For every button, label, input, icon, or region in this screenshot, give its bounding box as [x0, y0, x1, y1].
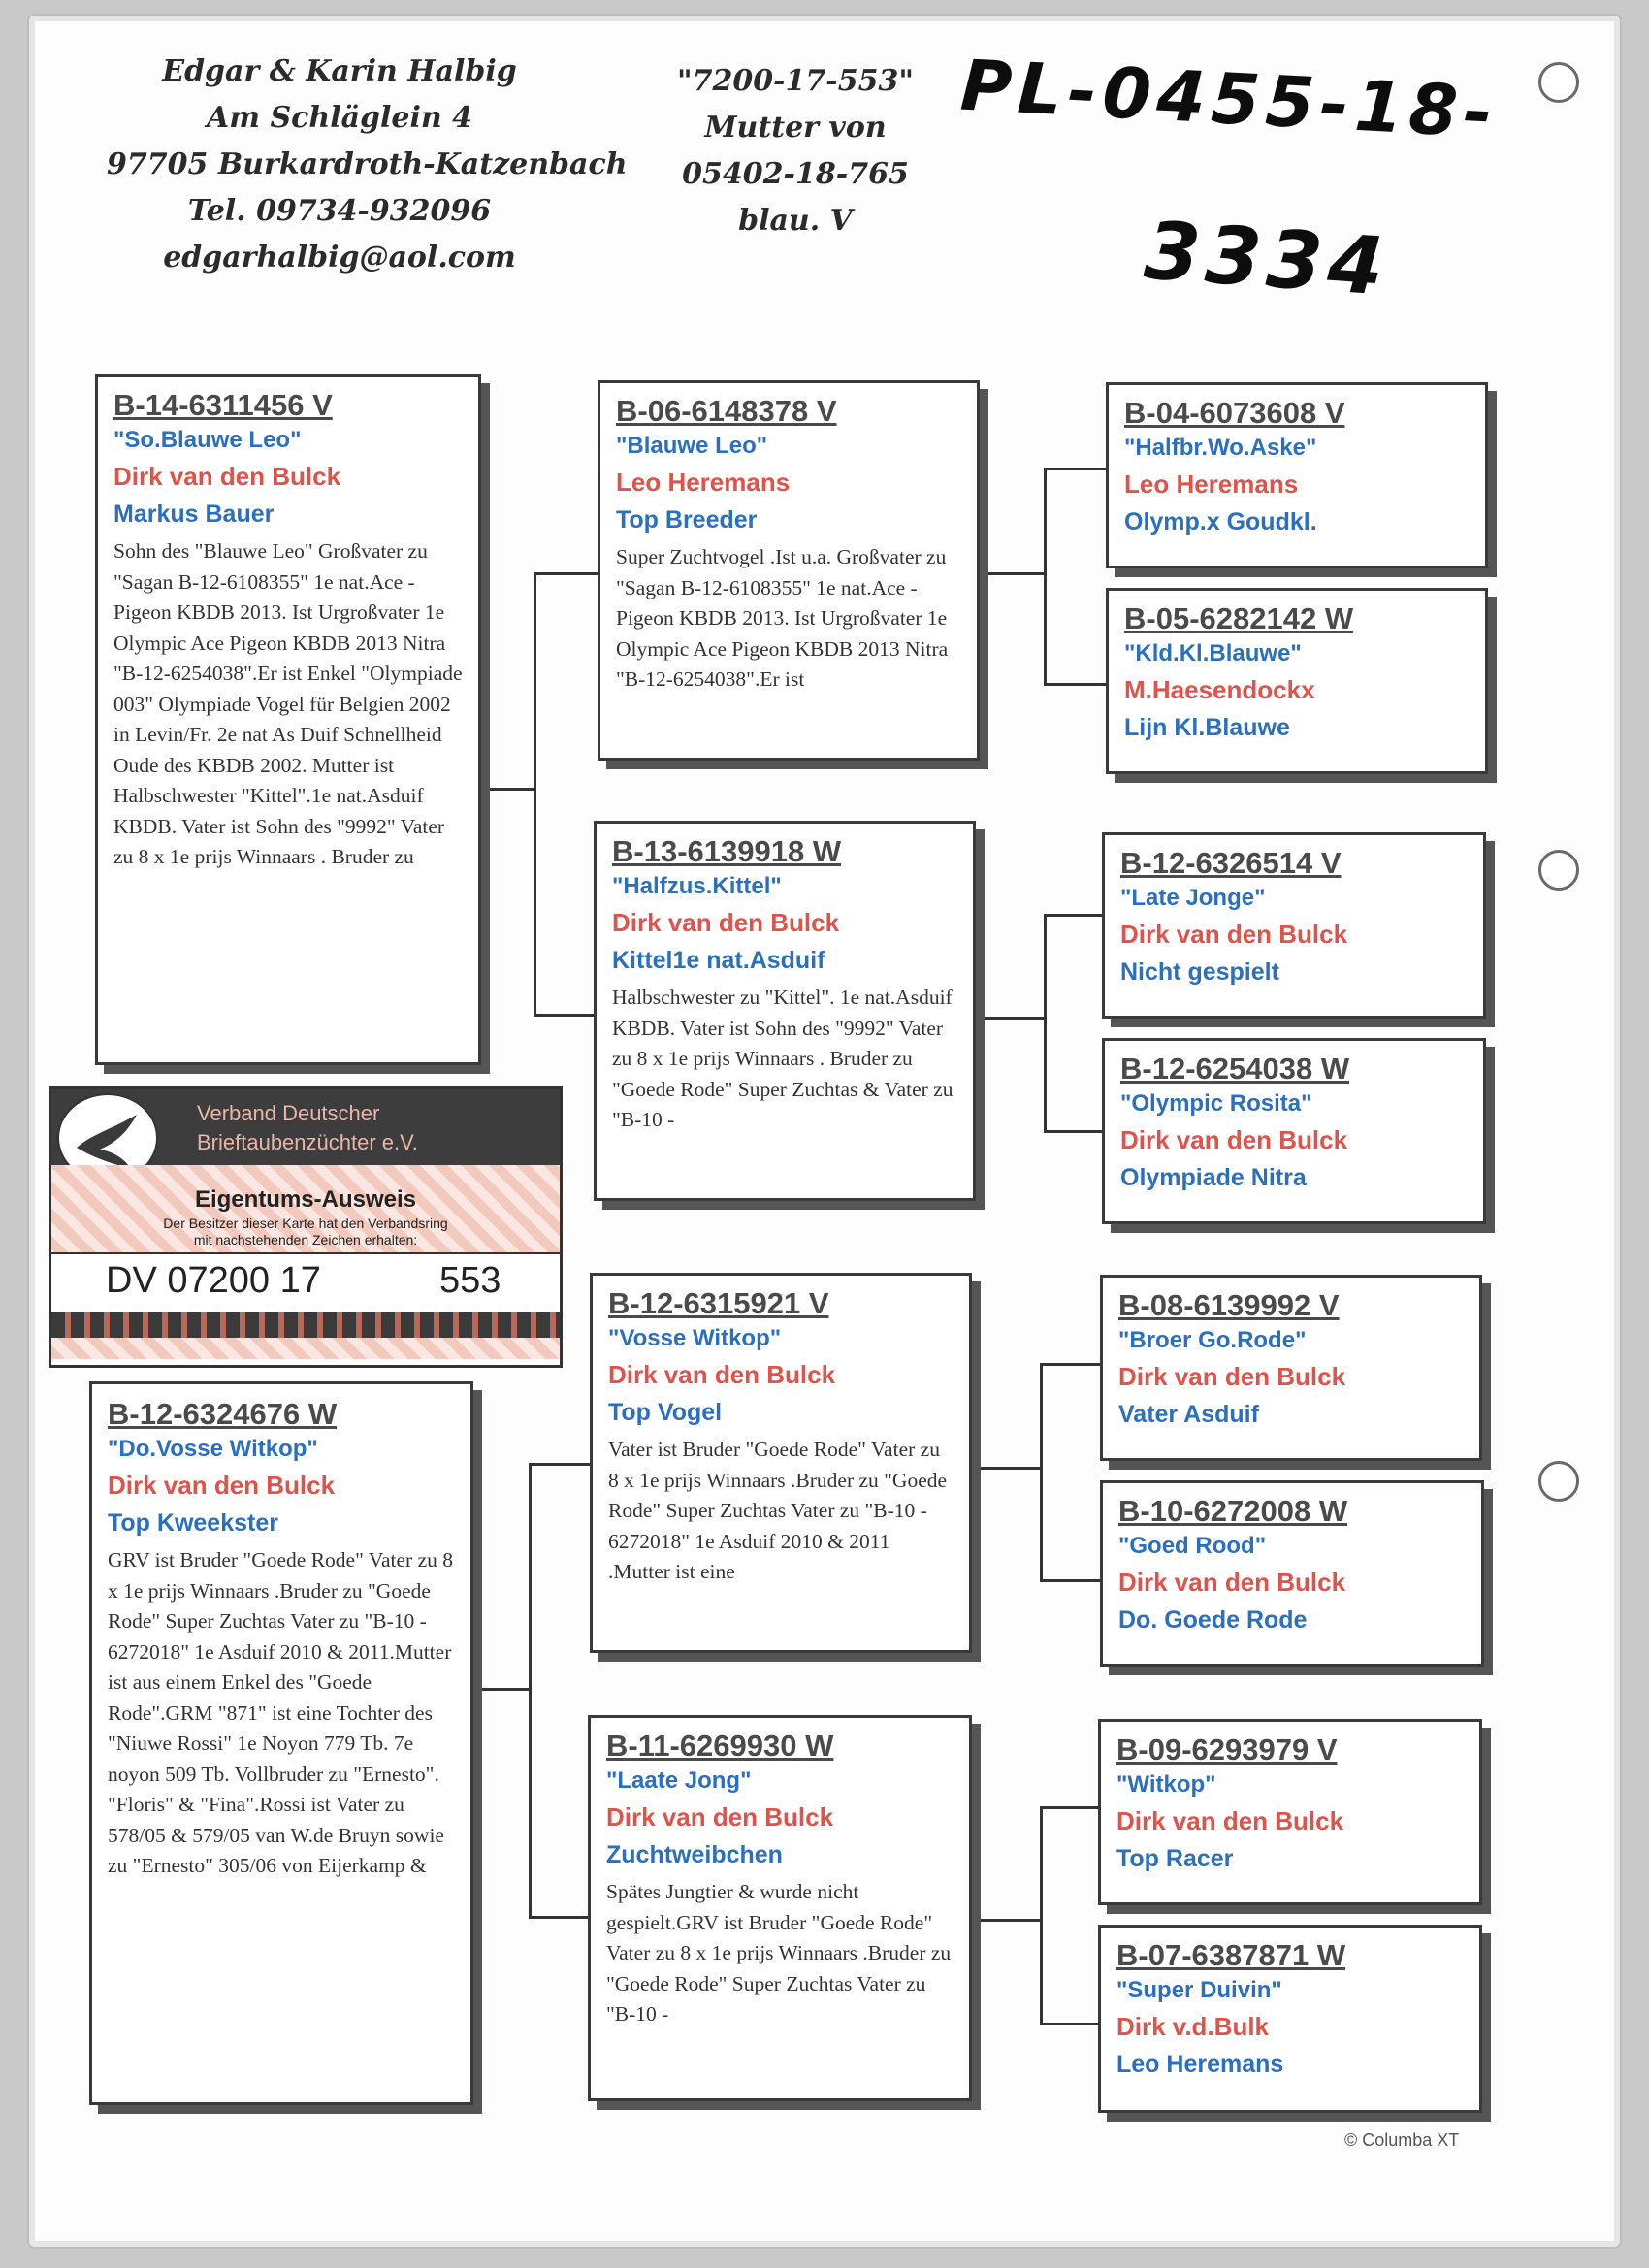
ring-number: B-11-6269930 W	[606, 1729, 834, 1763]
connector	[1040, 1363, 1100, 1366]
connector	[1040, 1363, 1043, 1581]
pigeon-note: Olympiade Nitra	[1120, 1164, 1307, 1191]
pigeon-note: Kittel1e nat.Asduif	[612, 947, 825, 974]
pedigree-card-ggp-8	[1098, 1925, 1482, 2113]
pigeon-name: "Super Duivin"	[1116, 1977, 1282, 2003]
pigeon-name: "Do.Vosse Witkop"	[108, 1436, 318, 1462]
pigeon-note: Vater Asduif	[1118, 1401, 1259, 1428]
owner-name: Edgar & Karin Halbig	[162, 54, 517, 88]
connector	[1044, 468, 1047, 685]
ring-number: B-05-6282142 W	[1124, 601, 1354, 635]
connector	[529, 1463, 591, 1466]
punch-hole-2	[1538, 850, 1579, 891]
pedigree-card-sire	[95, 374, 481, 1065]
connector	[1044, 683, 1106, 686]
pigeon-note: Nicht gespielt	[1120, 958, 1279, 986]
connector	[534, 572, 536, 1014]
connector	[481, 788, 535, 791]
breeder-name: Dirk van den Bulck	[108, 1471, 336, 1500]
pigeon-note: Top Racer	[1116, 1845, 1234, 1872]
pigeon-name: "Olympic Rosita"	[1120, 1090, 1312, 1117]
breeder-name: M.Haesendockx	[1124, 675, 1315, 704]
ring-number-suffix: 553	[439, 1260, 501, 1301]
pigeon-name: "Laate Jong"	[606, 1767, 752, 1794]
owner-email: edgarhalbig@aol.com	[163, 241, 516, 275]
ring-number: B-12-6324676 W	[108, 1397, 338, 1431]
pedigree-card-grandsire-paternal	[598, 380, 980, 761]
breeder-name: Dirk van den Bulck	[1120, 920, 1348, 949]
pedigree-card-ggp-5	[1100, 1275, 1482, 1461]
ownership-card	[48, 1086, 563, 1368]
ring-number: B-14-6311456 V	[113, 388, 333, 422]
pigeon-note: Top Kweekster	[108, 1509, 278, 1537]
connector	[1044, 914, 1102, 917]
subject-color: blau. V	[738, 204, 853, 238]
connector	[1040, 1806, 1043, 2025]
pedigree-card-dam	[89, 1381, 473, 2105]
connector	[534, 1014, 599, 1017]
pedigree-card-grandsire-maternal	[590, 1273, 972, 1653]
card-bottom-band	[51, 1312, 560, 1338]
breeder-name: Dirk van den Bulck	[608, 1360, 836, 1389]
owner-city: 97705 Burkardroth-Katzenbach	[107, 147, 628, 181]
pigeon-note: Do. Goede Rode	[1118, 1606, 1308, 1634]
ring-number: B-07-6387871 W	[1116, 1938, 1346, 1972]
breeder-name: Dirk v.d.Bulk	[1116, 2012, 1270, 2041]
ring-number: B-10-6272008 W	[1118, 1494, 1348, 1528]
ring-number: B-06-6148378 V	[616, 394, 837, 428]
pigeon-description: GRV ist Bruder "Goede Rode" Vater zu 8 x 1e prijs Winnaars .Bruder zu "Goede Rode" Super Zuchtas Vater zu "B-10 - 6272018" 1e Asduif 2010 & 2011.Mutter ist aus einem Enkel des "Goede Rode".GRM "871" ist eine Tochter des "Niuwe Rossi" 1e Noyon 779 Tb. 7e noyon 509 Tb. Vollbruder zu "Ernesto". "Floris" & "Fina".Rossi ist Vater zu 578/05 & 579/05 van W.de Bruyn sowie zu "Ernesto" 305/06 von Eijerkamp &	[108, 1548, 453, 1877]
connector	[472, 1688, 531, 1691]
card-title: Eigentums-Ausweis	[194, 1186, 417, 1213]
pigeon-name: "Blauwe Leo"	[616, 433, 768, 459]
card-subtitle-line-2: mit nachstehenden Zeichen erhalten:	[193, 1232, 418, 1247]
pigeon-name: "Vosse Witkop"	[608, 1325, 782, 1351]
connector	[970, 1467, 1040, 1470]
breeder-name: Dirk van den Bulck	[113, 462, 341, 491]
subject-header	[640, 58, 951, 244]
pigeon-name: "Broer Go.Rode"	[1118, 1327, 1307, 1353]
pigeon-name: "So.Blauwe Leo"	[113, 427, 302, 453]
pedigree-card-granddam-maternal	[588, 1715, 972, 2101]
connector	[529, 1463, 532, 1919]
pigeon-description: Vater ist Bruder "Goede Rode" Vater zu 8 x 1e prijs Winnaars .Bruder zu "Goede Rode" Super Zuchtas Vater zu "B-10 - 6272018" 1e Asduif 2010 & 2011 .Mutter ist eine	[608, 1438, 948, 1583]
owner-street: Am Schläglein 4	[206, 101, 473, 135]
pigeon-note: Top Breeder	[616, 506, 758, 534]
connector	[1040, 1579, 1100, 1582]
ring-number: B-08-6139992 V	[1118, 1288, 1340, 1322]
pedigree-card-ggp-2	[1106, 588, 1488, 774]
connector	[1040, 2023, 1098, 2025]
pedigree-card-ggp-3	[1102, 832, 1486, 1019]
connector	[534, 572, 599, 575]
pedigree-card-granddam-paternal	[594, 821, 976, 1201]
connector	[980, 572, 1044, 575]
breeder-name: Dirk van den Bulck	[1120, 1125, 1348, 1154]
pigeon-name: "Halfbr.Wo.Aske"	[1124, 435, 1317, 461]
handwritten-ring-line2: 3334	[1141, 205, 1393, 314]
punch-hole-3	[1538, 1461, 1579, 1502]
subject-ring: "7200-17-553"	[676, 64, 915, 98]
pigeon-note: Lijn Kl.Blauwe	[1124, 714, 1290, 741]
org-line-1: Verband Deutscher	[197, 1101, 380, 1125]
card-subtitle	[51, 1215, 560, 1248]
ring-number-prefix: DV 07200 17	[106, 1260, 321, 1301]
pigeon-description: Sohn des "Blauwe Leo" Großvater zu "Sagan B-12-6108355" 1e nat.Ace - Pigeon KBDB 2013. Ist Urgroßvater 1e Olympic Ace Pigeon KBDB 2013 Nitra "B-12-6254038".Er ist Enkel "Olympiade 003" Olympiade Vogel für Belgien 2002 in Levin/Fr. 2e nat As Duif Schnellheid Oude des KBDB 2002. Mutter ist Halbschwester "Kittel".1e nat.Asduif KBDB. Vater ist Sohn des "9992" Vater zu 8 x 1e prijs Winnaars . Bruder zu	[113, 539, 463, 868]
breeder-name: Dirk van den Bulck	[1118, 1362, 1346, 1391]
pigeon-note: Top Vogel	[608, 1399, 723, 1426]
pedigree-card-ggp-7	[1098, 1719, 1482, 1905]
pigeon-name: "Late Jonge"	[1120, 885, 1266, 911]
breeder-name: Leo Heremans	[616, 468, 791, 497]
pigeon-note: Zuchtweibchen	[606, 1841, 783, 1868]
pigeon-description: Halbschwester zu "Kittel". 1e nat.Asduif KBDB. Vater ist Sohn des "9992" Vater zu 8 x 1e prijs Winnaars . Bruder zu "Goede Rode" Super Zuchtas & Vater zu "B-10 -	[612, 986, 954, 1131]
connector	[1044, 914, 1047, 1132]
ring-number: B-12-6315921 V	[608, 1286, 829, 1320]
punch-hole-1	[1538, 62, 1579, 103]
pedigree-card-ggp-4	[1102, 1038, 1486, 1224]
connector	[1044, 1130, 1102, 1133]
org-name	[197, 1099, 418, 1157]
subject-child-ring: 05402-18-765	[682, 157, 909, 191]
pigeon-name: "Goed Rood"	[1118, 1533, 1267, 1559]
connector	[976, 1017, 1044, 1020]
breeder-name: Dirk van den Bulck	[1116, 1806, 1344, 1835]
subject-relation: Mutter von	[704, 111, 887, 145]
pigeon-description: Super Zuchtvogel .Ist u.a. Großvater zu "Sagan B-12-6108355" 1e nat.Ace - Pigeon KBDB 2013. Ist Urgroßvater 1e Olympic Ace Pigeon KBDB 2013 Nitra "B-12-6254038".Er ist	[616, 545, 949, 691]
breeder-name: Dirk van den Bulck	[1118, 1568, 1346, 1597]
pedigree-card-ggp-1	[1106, 382, 1488, 568]
owner-address	[107, 49, 628, 281]
ring-number: B-13-6139918 W	[612, 834, 842, 868]
org-line-2: Brieftaubenzüchter e.V.	[197, 1130, 418, 1154]
breeder-name: Leo Heremans	[1124, 470, 1299, 499]
pigeon-name: "Witkop"	[1116, 1771, 1216, 1798]
copyright: © Columba XT	[1344, 2130, 1460, 2150]
pigeon-note: Markus Bauer	[113, 501, 275, 528]
pigeon-note: Leo Heremans	[1116, 2051, 1284, 2078]
connector	[1044, 468, 1106, 470]
ring-number-box	[51, 1252, 560, 1314]
ring-number: B-12-6326514 V	[1120, 846, 1342, 880]
ring-number: B-09-6293979 V	[1116, 1733, 1338, 1766]
ring-number: B-12-6254038 W	[1120, 1052, 1350, 1085]
pigeon-description: Spätes Jungtier & wurde nicht gespielt.GRV ist Bruder "Goede Rode" Vater zu 8 x 1e prijs Winnaars .Bruder zu "Goede Rode" Super Zuchtas Vater zu "B-10 -	[606, 1880, 952, 2025]
connector	[529, 1916, 591, 1919]
breeder-name: Dirk van den Bulck	[612, 908, 840, 937]
ring-number: B-04-6073608 V	[1124, 396, 1345, 430]
breeder-name: Dirk van den Bulck	[606, 1802, 834, 1831]
pedigree-card-ggp-6	[1100, 1480, 1484, 1667]
connector	[1040, 1806, 1098, 1809]
card-subtitle-line-1: Der Besitzer dieser Karte hat den Verbandsring	[163, 1215, 448, 1231]
handwritten-ring-line1: PL-0455-18-	[958, 44, 1501, 154]
owner-phone: Tel. 09734-932096	[187, 194, 492, 228]
pigeon-note: Olymp.x Goudkl.	[1124, 508, 1317, 535]
connector	[972, 1919, 1040, 1922]
pigeon-name: "Halfzus.Kittel"	[612, 873, 782, 899]
pigeon-name: "Kld.Kl.Blauwe"	[1124, 640, 1302, 666]
